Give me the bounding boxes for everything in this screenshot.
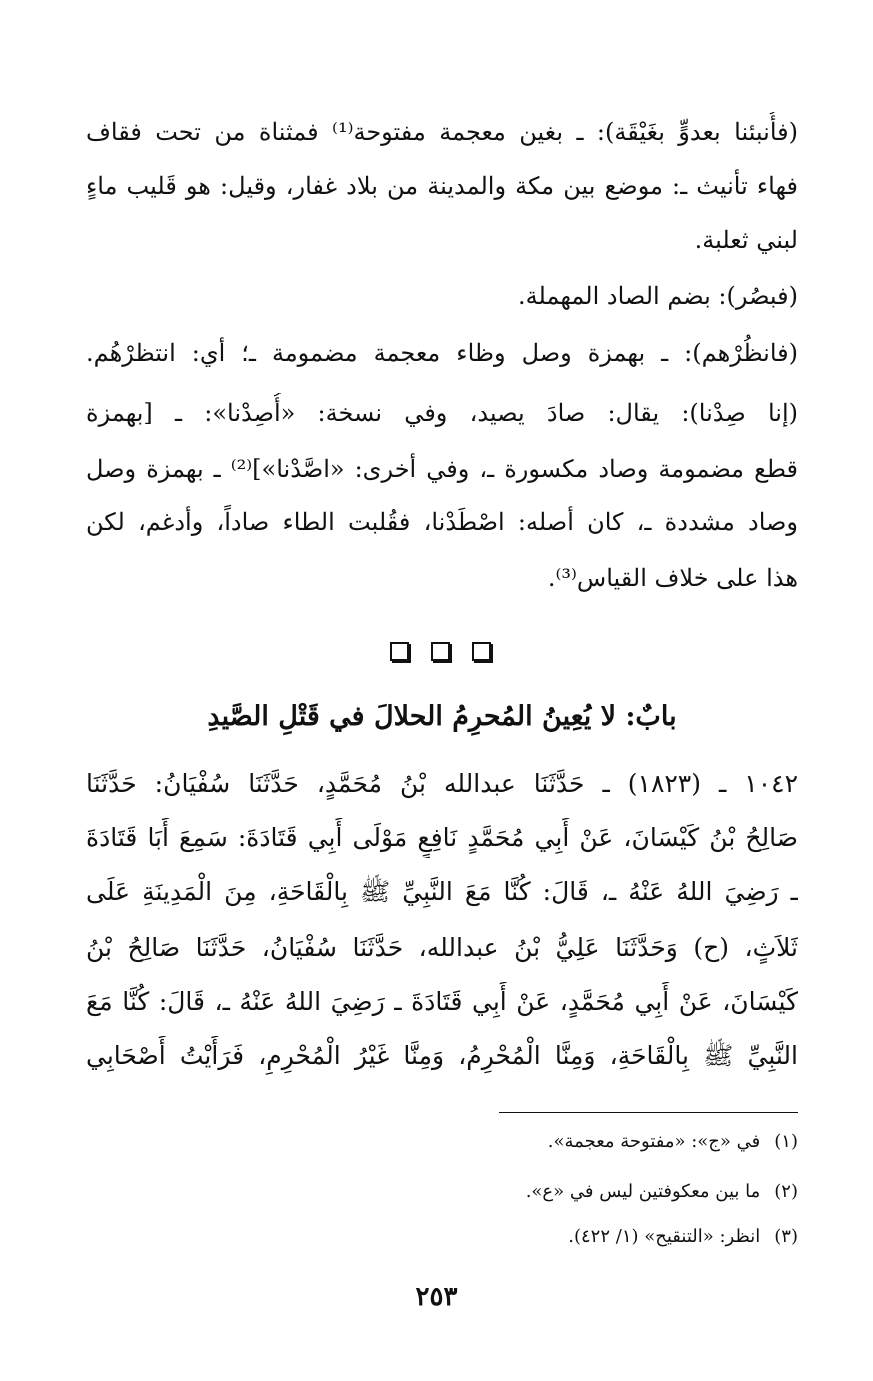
commentary-line: هذا على خلاف القياس⁽³⁾. bbox=[547, 564, 798, 592]
footnote-separator bbox=[499, 1112, 798, 1113]
footnote-text: ما بين معكوفتين ليس في «ع». bbox=[525, 1181, 761, 1202]
commentary-line: (إنا صِدْنا): يقال: صادَ يصيد، وفي نسخة: «أُصِدْنا»: ـ [بهمزة bbox=[86, 399, 798, 427]
divider-square-icon bbox=[472, 642, 491, 661]
chapter-title: بابٌ: لا يُعِينُ المُحرِمُ الحلالَ في قَتْلِ الصَّيدِ bbox=[207, 701, 677, 732]
commentary-line: قطع مضمومة وصاد مكسورة ـ، وفي أخرى: «اصَّدْنا»]⁽²⁾ ـ بهمزة وصل bbox=[86, 455, 798, 483]
divider-square-icon bbox=[431, 642, 450, 661]
footnote bbox=[86, 1127, 798, 1157]
commentary-line: (فبصُر): بضم الصاد المهملة. bbox=[518, 282, 798, 310]
commentary-line: لبني ثعلبة. bbox=[694, 226, 798, 254]
footnote-number: (١) bbox=[774, 1131, 798, 1152]
page-number: ٢٥٣ bbox=[415, 1282, 458, 1312]
hadith-line: النَّبِيِّ ﷺ بِالْقَاحَةِ، وَمِنَّا الْمُحْرِمُ، وَمِنَّا غَيْرُ الْمُحْرِمِ، فَرَأَيْتُ أَصْحَابِي bbox=[86, 1041, 798, 1070]
footnote-text: في «ج»: «مفتوحة معجمة». bbox=[547, 1131, 761, 1152]
commentary-line: (فأُنبئنا بعدوٍّ بغَيْقَة): ـ بغين معجمة مفتوحة⁽¹⁾ فمثناة من تحت فقاف bbox=[86, 118, 798, 146]
footnote bbox=[86, 1177, 798, 1207]
hadith-line: ـ رَضِيَ اللهُ عَنْهُ ـ، قَالَ: كُنَّا مَعَ النَّبِيِّ ﷺ بِالْقَاحَةِ، مِنَ الْمَدِينَةِ عَلَى bbox=[86, 877, 798, 906]
divider-square-icon bbox=[390, 642, 409, 661]
hadith-line: صَالِحُ بْنُ كَيْسَانَ، عَنْ أَبِي مُحَمَّدٍ نَافِعٍ مَوْلَى أَبِي قَتَادَةَ: سَمِعَ أَبَا قَتَادَةَ bbox=[86, 823, 798, 852]
hadith-line: كَيْسَانَ، عَنْ أَبِي مُحَمَّدٍ، عَنْ أَبِي قَتَادَةَ ـ رَضِيَ اللهُ عَنْهُ ـ، قَالَ: كُنَّا مَعَ bbox=[86, 987, 798, 1016]
commentary-line: فهاء تأنيث ـ: موضع بين مكة والمدينة من بلاد غفار، وقيل: هو قَليب ماءٍ bbox=[86, 172, 798, 200]
footnote-text: انظر: «التنقيح» (١/ ٤٢٢). bbox=[568, 1226, 761, 1247]
hadith-line: ١٠٤٢ ـ (١٨٢٣) ـ حَدَّثَنَا عبدالله بْنُ مُحَمَّدٍ، حَدَّثَنَا سُفْيَانُ: حَدَّثَنَا bbox=[86, 769, 798, 798]
commentary-line: وصاد مشددة ـ، كان أصله: اصْطَدْنا، فقُلبت الطاء صاداً، وأدغم، لكن bbox=[86, 508, 798, 536]
hadith-line: ثَلاَثٍ، (ح) وَحَدَّثَنَا عَلِيُّ بْنُ عبدالله، حَدَّثَنَا سُفْيَانُ، حَدَّثَنَا صَالِحُ بْنُ bbox=[86, 933, 798, 962]
commentary-line: (فانظُرْهم): ـ بهمزة وصل وظاء معجمة مضمومة ـ؛ أي: انتظرْهُم. bbox=[86, 339, 798, 367]
footnote-number: (٢) bbox=[774, 1181, 798, 1202]
footnote-number: (٣) bbox=[774, 1226, 798, 1247]
footnote bbox=[86, 1222, 798, 1252]
section-divider bbox=[0, 640, 873, 670]
